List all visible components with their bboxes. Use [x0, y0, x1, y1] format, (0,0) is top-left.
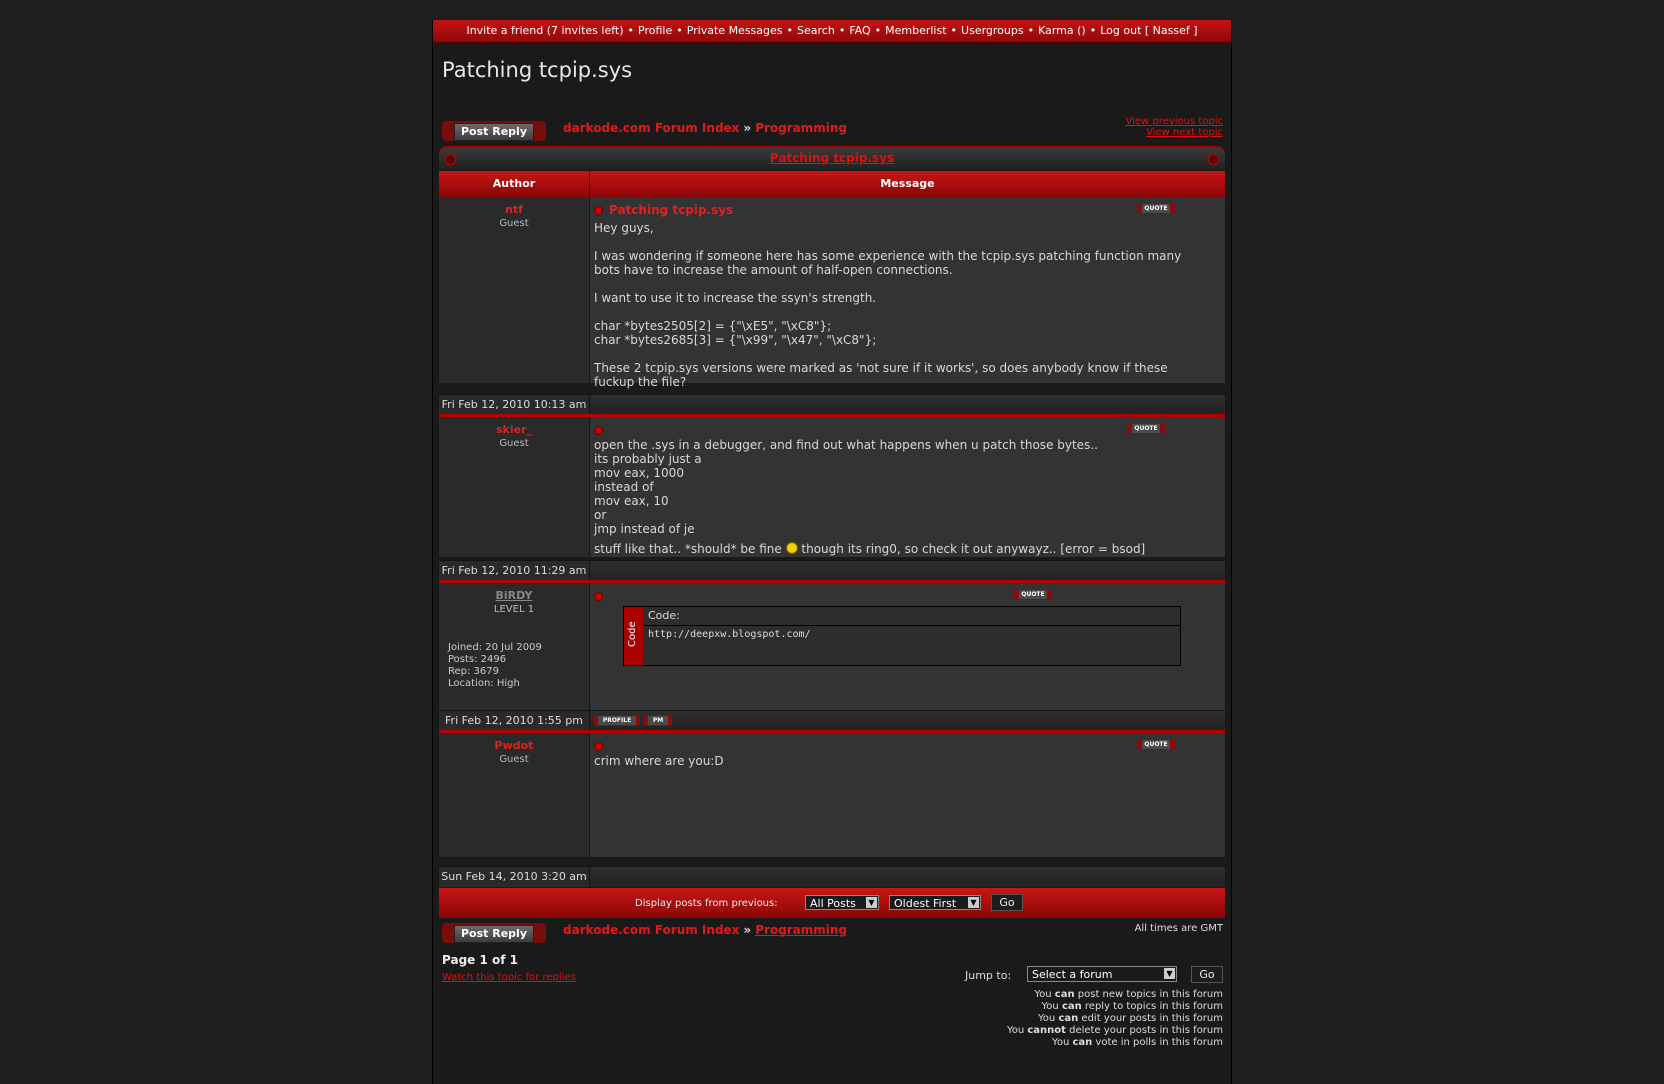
- code-content: http://deepxw.blogspot.com/: [648, 629, 811, 640]
- permission-line: [1007, 1025, 1223, 1037]
- post-row: [439, 583, 1225, 710]
- post-date: Fri Feb 12, 2010 11:29 am: [439, 561, 590, 581]
- posts-table-header: [439, 171, 1225, 197]
- post-footer: [439, 560, 1225, 581]
- breadcrumb: [563, 923, 847, 937]
- forum-permissions: [1007, 989, 1223, 1049]
- post-footer: [439, 394, 1225, 415]
- post-author-info: [448, 642, 542, 690]
- permission-verb: can: [1072, 1037, 1093, 1048]
- quote-button[interactable]: [1137, 739, 1175, 750]
- post-body: Hey guys, I was wondering if someone here has some experience with the tcpip.sys patching function many bots have to increase the amount of half-open connections. I want to use it to increase the ssyn's strength. char *bytes2505[2] = {"\xE5", "\xC8"}; char *bytes2685[3] = {"\x99", "\x47", "\xC8"}; These 2 tcpip.sys versions were marked as 'not sure if it works', so does anybody know if these fuckup the file?: [594, 221, 1182, 389]
- permission-text: delete your posts in this forum: [1065, 1025, 1223, 1036]
- permission-prefix: You: [1038, 1013, 1059, 1024]
- post-footer-actions: [590, 711, 1225, 731]
- post-author-rank: Guest: [499, 438, 529, 449]
- pm-button[interactable]: [644, 715, 672, 726]
- smiley-icon: [786, 542, 798, 554]
- quote-label: QUOTE: [1142, 740, 1170, 749]
- post-message-cell: [590, 583, 1225, 710]
- nav-separator: •: [950, 24, 958, 37]
- post-date: Sun Feb 14, 2010 3:20 am: [439, 867, 590, 887]
- post-author-rank: LEVEL 1: [493, 604, 535, 615]
- post-row: [439, 417, 1225, 557]
- post-author-name: Pwdot: [494, 739, 534, 752]
- post-body-tail-start: stuff like that.. *should* be fine: [594, 542, 786, 556]
- profile-label: PROFILE: [598, 716, 636, 725]
- breadcrumb-forum-link[interactable]: Programming: [755, 121, 848, 135]
- post-reply-label: Post Reply: [454, 925, 534, 943]
- sort-order-value: Oldest First: [894, 897, 957, 910]
- post-row: [439, 733, 1225, 857]
- post-title-text: Patching tcpip.sys: [609, 203, 734, 217]
- sort-order-select[interactable]: [889, 895, 981, 910]
- post-bullet-icon: [594, 426, 603, 435]
- permission-text: reply to topics in this forum: [1081, 1001, 1223, 1012]
- quote-label: QUOTE: [1132, 424, 1160, 433]
- jump-forum-select[interactable]: [1027, 966, 1177, 982]
- permission-text: vote in polls in this forum: [1092, 1037, 1223, 1048]
- post-author-name: skier_: [495, 423, 533, 436]
- nav-separator: •: [786, 24, 794, 37]
- quote-label: QUOTE: [1142, 204, 1170, 213]
- author-location: Location: High: [448, 678, 520, 689]
- display-label: Display posts from previous:: [635, 898, 778, 909]
- post-bullet-icon: [594, 592, 603, 601]
- topic-title-bar: [439, 146, 1225, 170]
- post-bullet-icon: [594, 742, 603, 751]
- post-body-tail-end: though its ring0, so check it out anywayz.. [error = bsod]: [797, 542, 1146, 556]
- breadcrumb-arrow: »: [743, 121, 752, 135]
- dropdown-arrow-icon: ▼: [1164, 968, 1175, 979]
- quote-button[interactable]: [1127, 423, 1165, 434]
- permission-verb: cannot: [1027, 1025, 1066, 1036]
- author-rep: Rep: 3679: [448, 666, 499, 677]
- nav-separator: •: [838, 24, 846, 37]
- permission-prefix: You: [1052, 1037, 1073, 1048]
- permission-line: [1007, 989, 1223, 1001]
- jump-go-button[interactable]: Go: [1191, 966, 1223, 983]
- post-author-cell: [439, 733, 590, 857]
- display-options-bar: [439, 888, 1225, 918]
- post-footer-actions: [590, 867, 1225, 887]
- post-footer: [439, 866, 1225, 887]
- breadcrumb: [563, 121, 847, 135]
- nav-separator: •: [874, 24, 882, 37]
- bar-right-dot: [1208, 154, 1219, 165]
- author-column-header: Author: [439, 171, 590, 197]
- page-container: [432, 20, 1232, 1084]
- nav-separator: •: [1027, 24, 1035, 37]
- post-title: [594, 589, 609, 603]
- nav-logout-link[interactable]: Log out [ Nassef ]: [1100, 24, 1198, 37]
- quote-label: QUOTE: [1019, 590, 1047, 599]
- dropdown-arrow-icon: ▼: [968, 897, 979, 908]
- next-topic-link[interactable]: View next topic: [1146, 127, 1223, 138]
- jump-label: Jump to:: [965, 969, 1012, 982]
- post-bullet-icon: [594, 206, 603, 215]
- nav-search-link[interactable]: Search: [797, 24, 835, 37]
- nav-pm-link[interactable]: Private Messages: [686, 24, 783, 37]
- post-author-rank: Guest: [499, 754, 529, 765]
- permission-text: post new topics in this forum: [1074, 989, 1223, 1000]
- post-message-cell: [590, 197, 1225, 389]
- post-body-tail: [594, 542, 1145, 556]
- page-info: Page 1 of 1: [442, 953, 518, 967]
- message-column-header: Message: [880, 177, 935, 190]
- post-author-cell: [439, 197, 590, 383]
- code-block: [623, 606, 1181, 666]
- permission-prefix: You: [1034, 989, 1055, 1000]
- permission-prefix: You: [1041, 1001, 1062, 1012]
- permission-verb: can: [1061, 1001, 1082, 1012]
- watch-topic-link[interactable]: Watch this topic for replies: [442, 972, 576, 983]
- timezone-note: All times are GMT: [1134, 923, 1223, 934]
- nav-usergroups-link[interactable]: Usergroups: [961, 24, 1024, 37]
- pm-label: PM: [648, 716, 668, 725]
- post-author-name: ntf: [505, 203, 523, 216]
- author-posts: Posts: 2496: [448, 654, 507, 665]
- post-author-rank: Guest: [499, 218, 529, 229]
- nav-separator: •: [627, 24, 635, 37]
- nav-karma-link[interactable]: Karma (): [1038, 24, 1086, 37]
- post-footer-actions: [590, 395, 1225, 415]
- permission-line: [1007, 1013, 1223, 1025]
- jump-forum-value: Select a forum: [1032, 968, 1113, 981]
- post-body: open the .sys in a debugger, and find out what happens when u patch those bytes.. its probably just a mov eax, 1000 instead of mov eax, 10 or jmp instead of je: [594, 438, 1098, 536]
- nav-invite-link[interactable]: Invite a friend (7 invites left): [466, 24, 624, 37]
- profile-button[interactable]: [594, 715, 640, 726]
- top-navigation: [433, 20, 1231, 43]
- post-title: [594, 423, 609, 437]
- post-author-name[interactable]: BiRDY: [495, 589, 533, 602]
- post-footer: [439, 710, 1225, 731]
- permission-verb: can: [1058, 1013, 1079, 1024]
- breadcrumb-arrow: »: [743, 923, 752, 937]
- page-title: Patching tcpip.sys: [442, 58, 633, 82]
- code-tag: [624, 607, 643, 665]
- breadcrumb-index-link[interactable]: darkode.com Forum Index: [563, 121, 740, 135]
- post-title: [594, 739, 609, 753]
- post-author-cell: [439, 417, 590, 557]
- permission-verb: can: [1054, 989, 1075, 1000]
- quote-button[interactable]: [1137, 203, 1175, 214]
- post-message-cell: [590, 733, 1225, 857]
- post-title: [594, 203, 733, 217]
- post-message-cell: [590, 417, 1225, 557]
- permission-text: edit your posts in this forum: [1078, 1013, 1223, 1024]
- nav-faq-link[interactable]: FAQ: [849, 24, 871, 37]
- breadcrumb-forum-link[interactable]: Programming: [755, 923, 848, 937]
- quote-button[interactable]: [1014, 589, 1052, 600]
- topic-title-link[interactable]: Patching tcpip.sys: [769, 151, 895, 165]
- post-footer-actions: [590, 561, 1225, 581]
- post-date: Fri Feb 12, 2010 1:55 pm: [439, 711, 590, 731]
- code-tag-label: Code: [627, 621, 638, 647]
- post-date: Fri Feb 12, 2010 10:13 am: [439, 395, 590, 415]
- code-header: Code:: [643, 607, 1180, 626]
- post-row: [439, 197, 1225, 389]
- nav-memberlist-link[interactable]: Memberlist: [885, 24, 947, 37]
- nav-profile-link[interactable]: Profile: [638, 24, 673, 37]
- posts-period-value: All Posts: [810, 897, 856, 910]
- post-reply-button[interactable]: [442, 923, 546, 943]
- post-author-cell: [439, 583, 590, 710]
- nav-separator: •: [1089, 24, 1097, 37]
- bar-left-dot: [445, 154, 456, 165]
- author-joined: Joined: 20 Jul 2009: [448, 642, 542, 653]
- permission-line: [1007, 1037, 1223, 1049]
- display-go-button[interactable]: Go: [991, 894, 1023, 911]
- post-reply-button[interactable]: [442, 121, 546, 141]
- permission-line: [1007, 1001, 1223, 1013]
- nav-separator: •: [676, 24, 683, 37]
- topic-nav: [1125, 116, 1223, 138]
- prev-topic-link[interactable]: View previous topic: [1125, 116, 1223, 127]
- dropdown-arrow-icon: ▼: [866, 897, 877, 908]
- posts-period-select[interactable]: [805, 895, 879, 910]
- post-body: crim where are you:D: [594, 754, 724, 768]
- post-reply-label: Post Reply: [454, 123, 534, 141]
- breadcrumb-index-link[interactable]: darkode.com Forum Index: [563, 923, 740, 937]
- permission-prefix: You: [1006, 1025, 1028, 1036]
